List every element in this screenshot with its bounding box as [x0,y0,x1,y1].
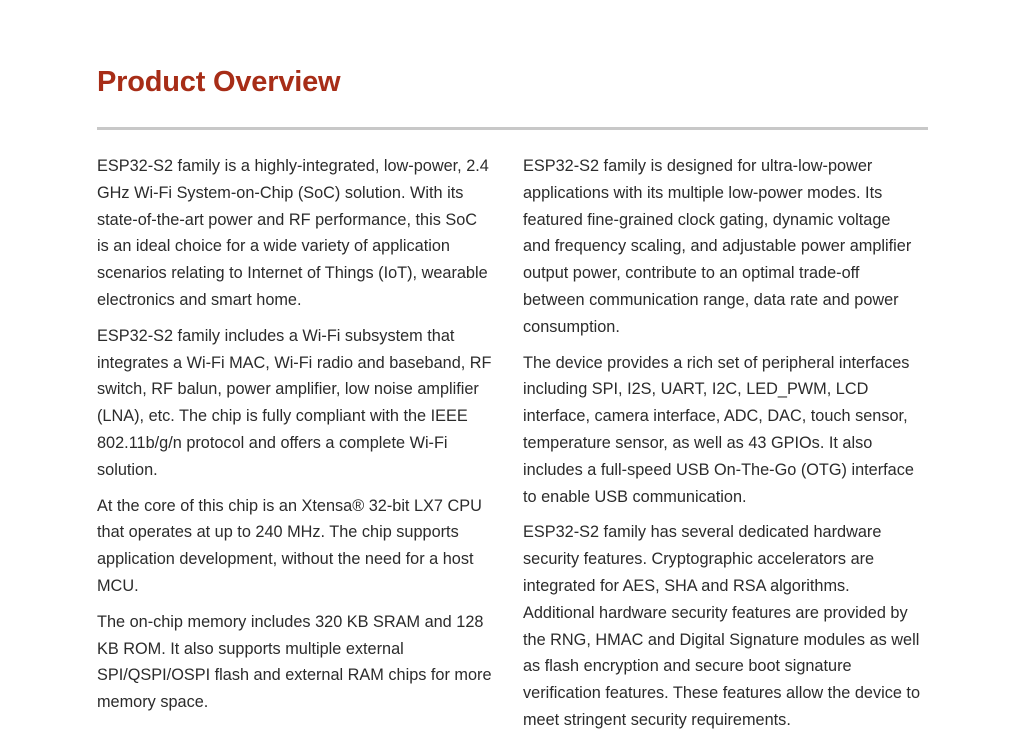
text-line: that operates at up to 240 MHz. The chip supports [97,523,459,542]
text-line: ESP32-S2 family has several dedicated hardware [523,523,882,542]
text-line: ESP32-S2 family includes a Wi-Fi subsystem that [97,326,455,345]
text-line: (LNA), etc. The chip is fully compliant with the IEEE [97,407,468,426]
text-line: The on-chip memory includes 320 KB SRAM and 128 [97,612,484,631]
paragraph [523,153,928,341]
text-line: 802.11b/g/n protocol and offers a complete Wi-Fi [97,433,448,452]
text-line: is an ideal choice for a wide variety of application [97,237,450,256]
text-line: switch, RF balun, power amplifier, low noise amplifier [97,380,479,399]
text-line: meet stringent security requirements. [523,710,791,729]
paragraph [97,493,507,600]
title-divider [97,127,928,130]
text-line: SPI/QSPI/OSPI flash and external RAM chips for more [97,666,492,685]
text-line: scenarios relating to Internet of Things (IoT), wearable [97,264,488,283]
page-title: Product Overview [97,66,341,98]
text-line: featured fine-grained clock gating, dynamic voltage [523,210,891,229]
text-line: MCU. [97,576,139,595]
text-line: as flash encryption and secure boot signature [523,657,852,676]
text-line: applications with its multiple low-power modes. Its [523,183,883,202]
text-line: verification features. These features allow the device to [523,684,920,703]
text-line: Additional hardware security features are provided by [523,603,908,622]
paragraph [97,323,507,484]
text-line: integrated for AES, SHA and RSA algorithms. [523,576,850,595]
text-line: temperature sensor, as well as 43 GPIOs. It also [523,433,873,452]
text-line: state-of-the-art power and RF performance, this SoC [97,210,478,229]
paragraph [97,609,507,716]
text-line: memory space. [97,693,209,712]
text-line: ESP32-S2 family is a highly-integrated, low-power, 2.4 [97,157,489,175]
right-column [523,153,928,743]
text-line: application development, without the need for a host [97,550,474,569]
left-column [97,153,507,725]
text-line: At the core of this chip is an Xtensa® 32-bit LX7 CPU [97,496,482,515]
text-line: interface, camera interface, ADC, DAC, touch sensor, [523,407,908,426]
text-line: consumption. [523,317,620,336]
text-line: GHz Wi-Fi System-on-Chip (SoC) solution. With its [97,183,464,202]
text-line: including SPI, I2S, UART, I2C, LED_PWM, LCD [523,380,869,399]
text-line: security features. Cryptographic accelerators are [523,550,875,569]
text-line: solution. [97,460,158,479]
text-line: and frequency scaling, and adjustable power amplifier [523,237,912,256]
text-line: output power, contribute to an optimal trade-off [523,264,860,283]
text-line: between communication range, data rate and power [523,290,899,309]
text-line: integrates a Wi-Fi MAC, Wi-Fi radio and baseband, RF [97,353,492,372]
paragraph [523,519,928,733]
paragraph [523,350,928,511]
text-line: The device provides a rich set of peripheral interfaces [523,353,910,372]
text-line: electronics and smart home. [97,290,302,309]
text-line: KB ROM. It also supports multiple external [97,639,404,658]
text-line: ESP32-S2 family is designed for ultra-low-power [523,157,873,175]
paragraph [97,153,507,314]
text-line: to enable USB communication. [523,487,747,506]
text-line: includes a full-speed USB On-The-Go (OTG) interface [523,460,914,479]
text-line: the RNG, HMAC and Digital Signature modules as well [523,630,920,649]
